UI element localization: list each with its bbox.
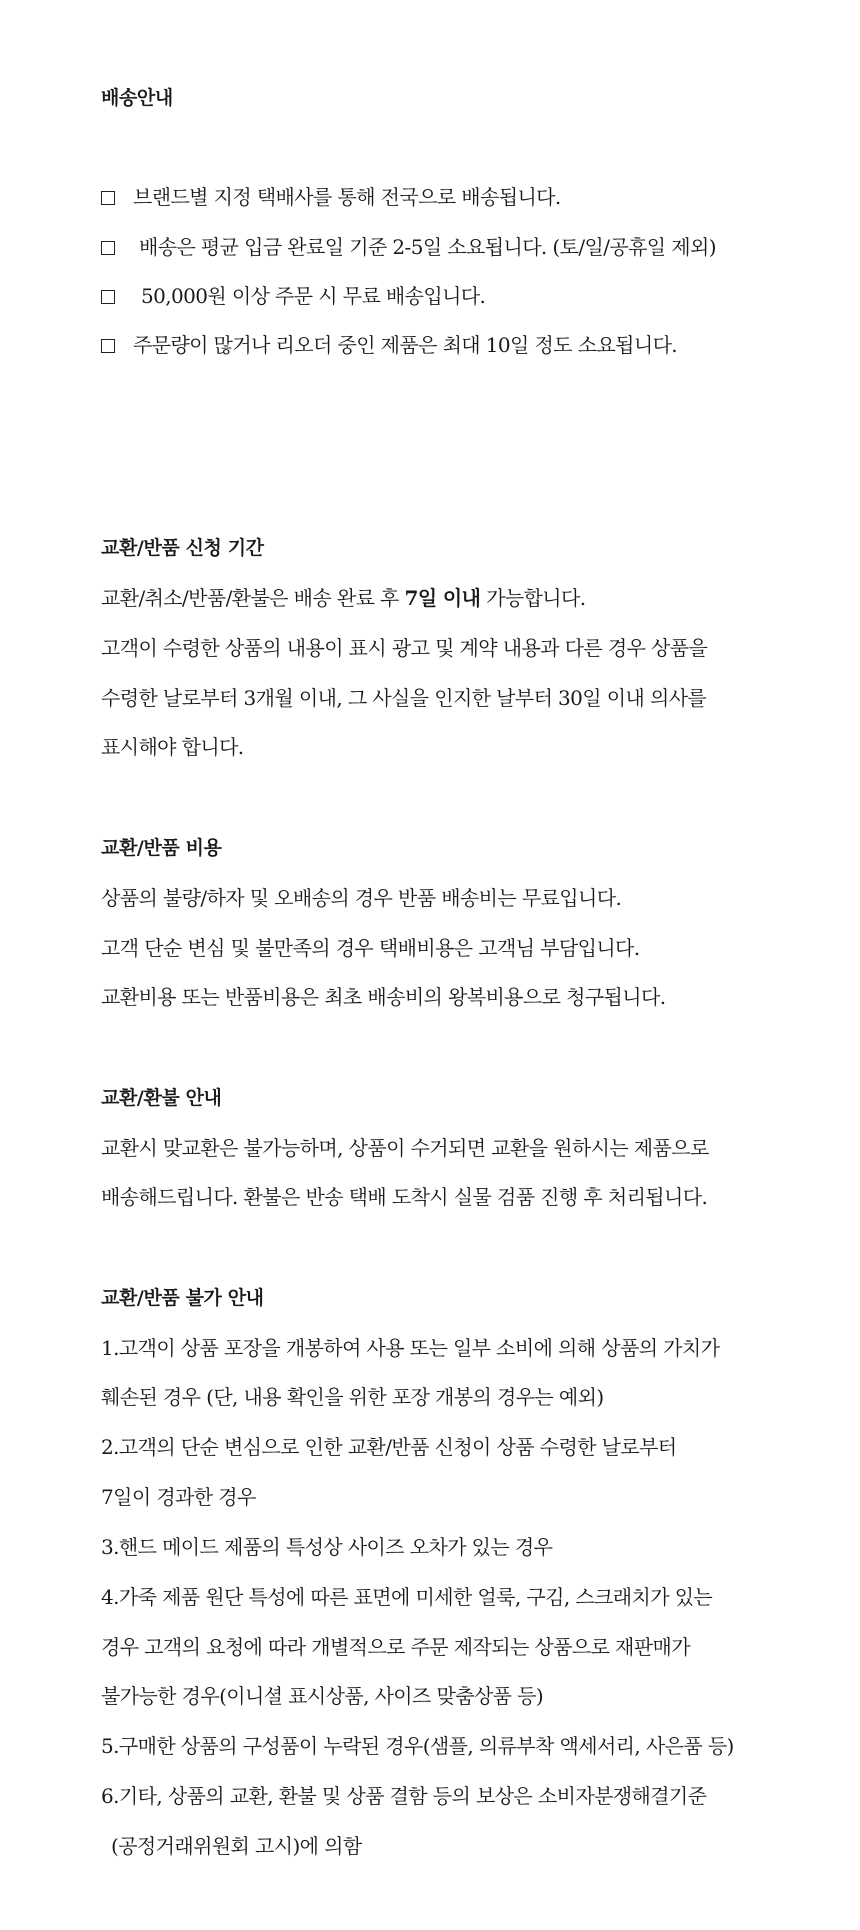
exchange-cost-line: 고객 단순 변심 및 불만족의 경우 택배비용은 고객님 부담입니다.: [101, 936, 640, 960]
not-allowed-line: 6.기타, 상품의 교환, 환불 및 상품 결함 등의 보상은 소비자분쟁해결기준: [101, 1784, 707, 1808]
refund-info-line: 배송해드립니다. 환불은 반송 택배 도착시 실물 검품 진행 후 처리됩니다.: [101, 1185, 708, 1209]
not-allowed-line: 3.핸드 메이드 제품의 특성상 사이즈 오차가 있는 경우: [101, 1535, 553, 1559]
checkbox-icon: [101, 339, 115, 353]
exchange-period-heading: 교환/반품 신청 기간: [101, 537, 264, 559]
not-allowed-line: (공정거래위원회 고시)에 의함: [111, 1834, 362, 1858]
not-allowed-line: 2.고객의 단순 변심으로 인한 교환/반품 신청이 상품 수령한 날로부터: [101, 1435, 677, 1459]
text-segment: 가능합니다.: [480, 586, 586, 610]
shipping-item-text: 주문량이 많거나 리오더 중인 제품은 최대 10일 정도 소요됩니다.: [133, 333, 678, 357]
not-allowed-heading: 교환/반품 불가 안내: [101, 1287, 264, 1309]
not-allowed-line: 훼손된 경우 (단, 내용 확인을 위한 포장 개봉의 경우는 예외): [101, 1385, 604, 1409]
shipping-item: [101, 233, 716, 261]
exchange-cost-heading: 교환/반품 비용: [101, 837, 222, 859]
text-segment: 교환/취소/반품/환불은 배송 완료 후: [101, 586, 405, 610]
not-allowed-line: 5.구매한 상품의 구성품이 누락된 경우(샘플, 의류부착 액세서리, 사은품 등): [101, 1734, 734, 1758]
exchange-cost-line: 상품의 불량/하자 및 오배송의 경우 반품 배송비는 무료입니다.: [101, 886, 622, 910]
not-allowed-line: 경우 고객의 요청에 따라 개별적으로 주문 제작되는 상품으로 재판매가: [101, 1635, 690, 1659]
shipping-item-text: 브랜드별 지정 택배사를 통해 전국으로 배송됩니다.: [133, 185, 561, 209]
shipping-item: [101, 282, 485, 310]
shipping-item-text: 50,000원 이상 주문 시 무료 배송입니다.: [141, 284, 486, 308]
checkbox-icon: [101, 290, 115, 304]
not-allowed-line: 1.고객이 상품 포장을 개봉하여 사용 또는 일부 소비에 의해 상품의 가치가: [101, 1336, 720, 1360]
shipping-item-text: 배송은 평균 입금 완료일 기준 2-5일 소요됩니다. (토/일/공휴일 제외): [139, 235, 716, 259]
exchange-period-line: 표시해야 합니다.: [101, 735, 244, 759]
shipping-item: [101, 331, 677, 359]
exchange-cost-line: 교환비용 또는 반품비용은 최초 배송비의 왕복비용으로 청구됩니다.: [101, 985, 666, 1009]
refund-info-line: 교환시 맞교환은 불가능하며, 상품이 수거되면 교환을 원하시는 제품으로: [101, 1136, 709, 1160]
exchange-period-line: 수령한 날로부터 3개월 이내, 그 사실을 인지한 날부터 30일 이내 의사를: [101, 686, 707, 710]
exchange-period-line: [101, 584, 586, 612]
exchange-period-line: 고객이 수령한 상품의 내용이 표시 광고 및 계약 내용과 다른 경우 상품을: [101, 636, 708, 660]
checkbox-icon: [101, 241, 115, 255]
shipping-item: [101, 183, 561, 211]
refund-info-heading: 교환/환불 안내: [101, 1087, 222, 1109]
not-allowed-line: 불가능한 경우(이니셜 표시상품, 사이즈 맞춤상품 등): [101, 1684, 544, 1708]
not-allowed-line: 4.가죽 제품 원단 특성에 따른 표면에 미세한 얼룩, 구김, 스크래치가 있는: [101, 1585, 713, 1609]
highlight-text: 7일 이내: [404, 586, 481, 610]
shipping-heading: 배송안내: [101, 87, 173, 109]
checkbox-icon: [101, 191, 115, 205]
not-allowed-line: 7일이 경과한 경우: [101, 1485, 256, 1509]
